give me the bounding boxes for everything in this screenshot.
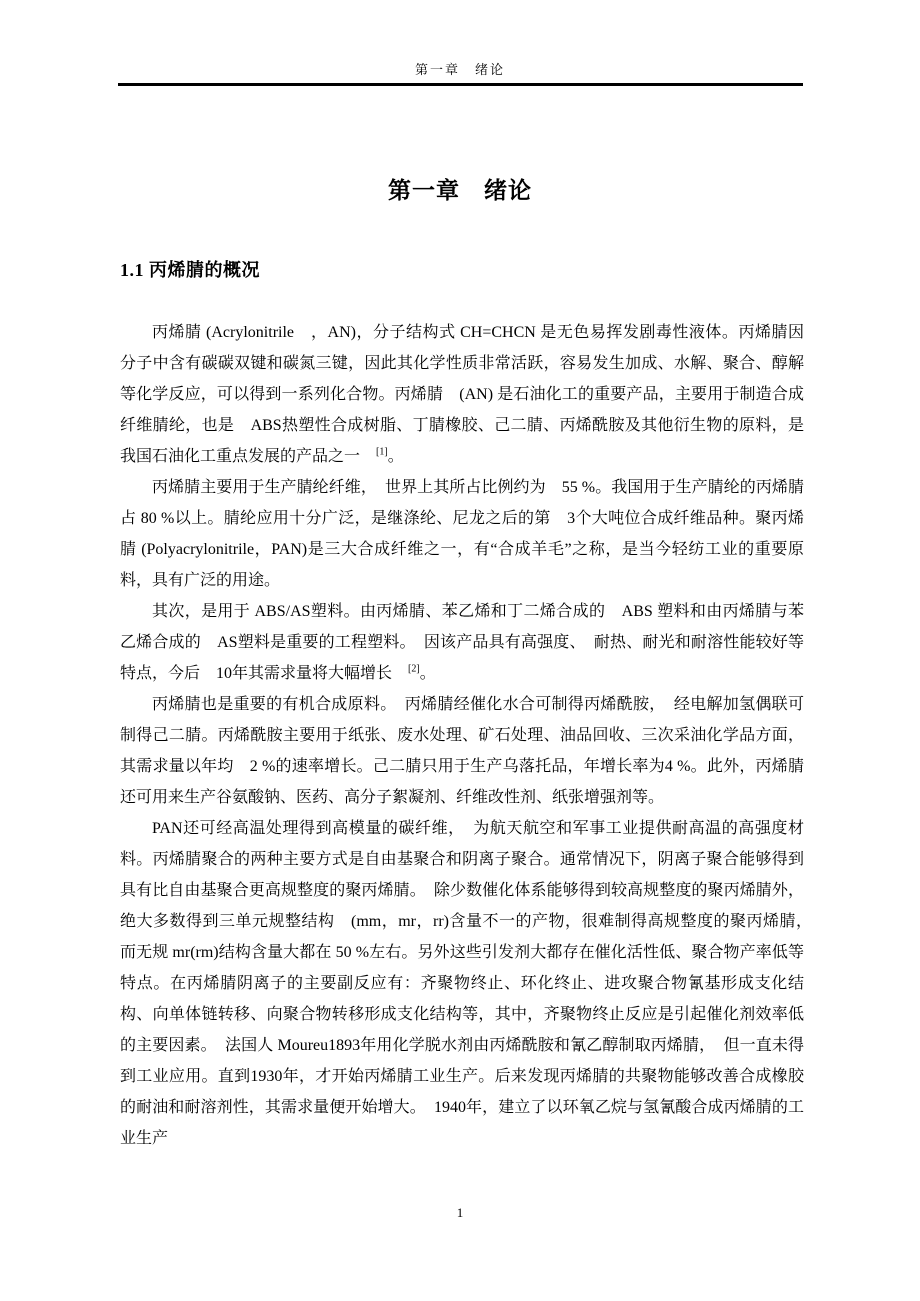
paragraph-3 [120, 596, 804, 689]
paragraph-4: 丙烯腈也是重要的有机合成原料。 丙烯腈经催化水合可制得丙烯酰胺， 经电解加氢偶联可制得己二腈。丙烯酰胺主要用于纸张、废水处理、矿石处理、油品回收、三次采油化学品方面，其需求量以年均 2 %的速率增长。己二腈只用于生产乌落托品，年增长率为4 %。此外，丙烯腈还可用来生产谷氨酸钠、医药、高分子絮凝剂、纤维改性剂、纸张增强剂等。 [120, 696, 804, 806]
paragraph-5: PAN还可经高温处理得到高模量的碳纤维， 为航天航空和军事工业提供耐高温的高强度材料。丙烯腈聚合的两种主要方式是自由基聚合和阴离子聚合。通常情况下，阴离子聚合能够得到具有比自由基聚合更高规整度的聚丙烯腈。 除少数催化体系能够得到较高规整度的聚丙烯腈外，绝大多数得到三单元规整结构 (mm，mr，rr)含量不一的产物，很难制得高规整度的聚丙烯腈， 而无规 mr(rm)结构含量大都在 50 %左右。另外这些引发剂大都存在催化活性低、聚合物产率低等特点。在丙烯腈阴离子的主要副反应有：齐聚物终止、环化终止、进攻聚合物氰基形成支化结构、向单体链转移、向聚合物转移形成支化结构等，其中，齐聚物终止反应是引起催化剂效率低的主要因素。 法国人 Moureu1893年用化学脱水剂由丙烯酰胺和氰乙醇制取丙烯腈， 但一直未得到工业应用。直到1930年，才开始丙烯腈工业生产。后来发现丙烯腈的共聚物能够改善合成橡胶的耐油和耐溶剂性，其需求量便开始增大。 1940年，建立了以环氧乙烷与氢氰酸合成丙烯腈的工业生产 [120, 820, 821, 1147]
header-rule [118, 83, 803, 86]
citation-ref-2: [2] [408, 663, 420, 675]
section-heading: 1.1 丙烯腈的概况 [120, 260, 260, 280]
paragraph-1 [120, 317, 804, 472]
running-header: 第一章 绪论 [414, 62, 505, 77]
page-number: 1 [456, 1205, 464, 1220]
paragraph-1-text: 丙烯腈 (Acrylonitrile ，AN)，分子结构式 CH=CHCN 是无色易挥发剧毒性液体。丙烯腈因分子中含有碳碳双键和碳氮三键，因此其化学性质非常活跃，容易发生加成、水解、聚合、醇解等化学反应，可以得到一系列化合物。丙烯腈 (AN) 是石油化工的重要产品，主要用于制造合成纤维腈纶，也是 ABS热塑性合成树脂、丁腈橡胶、己二腈、丙烯酰胺及其他衍生物的原料，是我国石油化工重点发展的产品之一 [120, 324, 804, 465]
paragraph-2: 丙烯腈主要用于生产腈纶纤维， 世界上其所占比例约为 55 %。我国用于生产腈纶的丙烯腈占 80 %以上。腈纶应用十分广泛，是继涤纶、尼龙之后的第 3个大吨位合成纤维品种。聚丙烯腈 (Polyacrylonitrile，PAN)是三大合成纤维之一，有“合成羊毛”之称，是当今轻纺工业的重要原料，具有广泛的用途。 [120, 479, 804, 589]
paragraph-3-tail: 。 [419, 665, 436, 682]
chapter-title: 第一章 绪论 [388, 178, 532, 203]
paragraph-3-text: 其次，是用于 ABS/AS塑料。由丙烯腈、苯乙烯和丁二烯合成的 ABS 塑料和由丙烯腈与苯乙烯合成的 AS塑料是重要的工程塑料。 因该产品具有高强度、 耐热、耐光和耐溶性能较好等特点，今后 10年其需求量将大幅增长 [120, 603, 804, 682]
citation-ref-1: [1] [376, 446, 388, 458]
body-text [120, 317, 821, 1154]
paragraph-1-tail: 。 [387, 448, 404, 465]
